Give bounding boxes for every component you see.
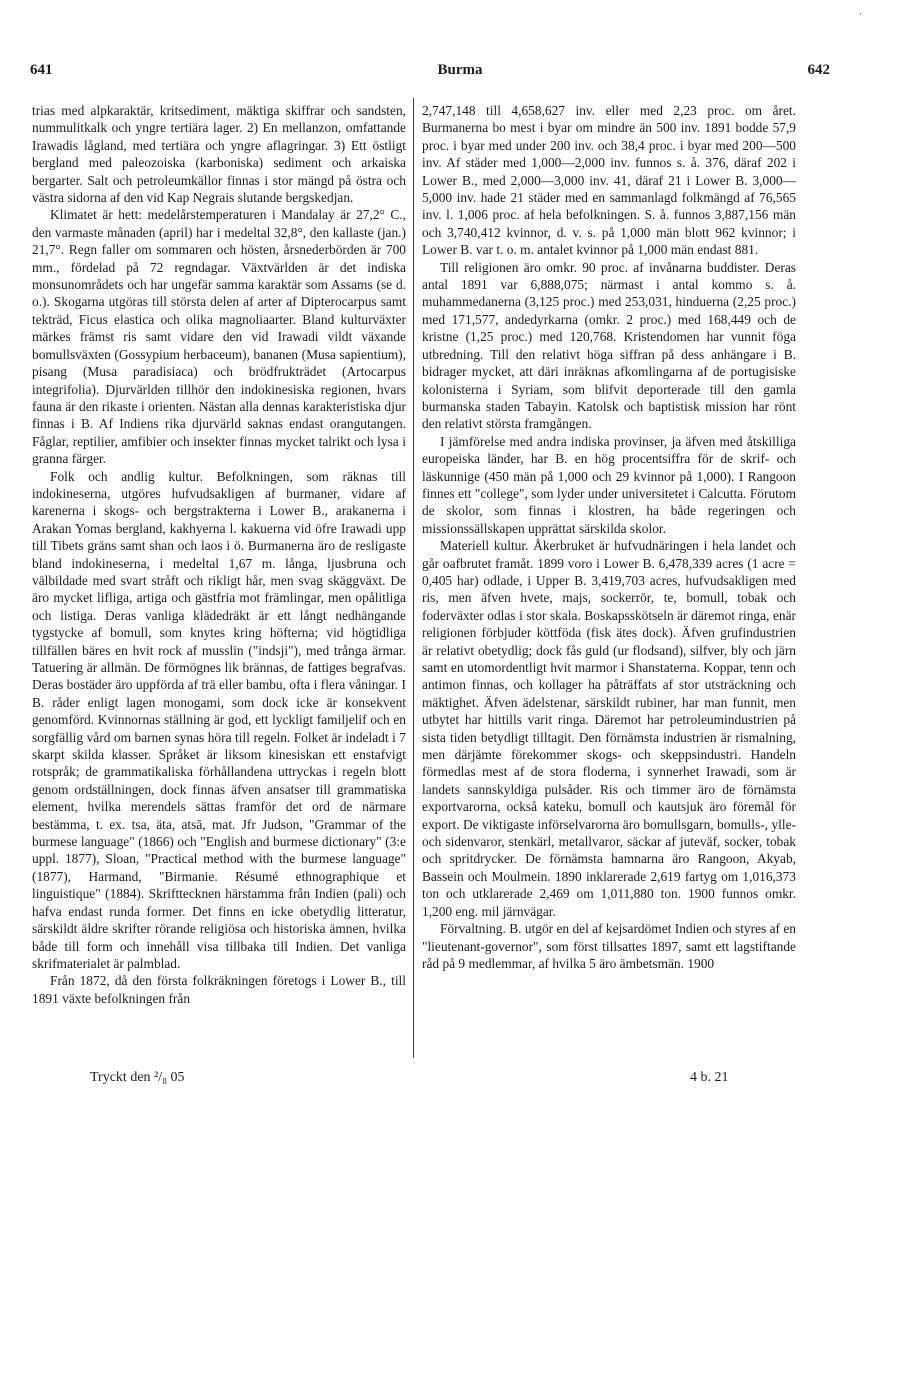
running-title: Burma [437, 62, 483, 78]
right-column [422, 102, 796, 972]
paragraph: Till religionen äro omkr. 90 proc. af invånarna buddister. Deras antal 1891 var 6,888,075; närmast i antal kommo s. å. muhammedanerna (3,125 proc.) med 253,031, hinduerna (2,25 proc.) med 171,577, andedyrkarna (omkr. 2 proc.) med 168,449 och de kristne (1,25 proc.) med 120,768. Kristendomen har vunnit föga utbredning. Till den relativt höga siffran på dess anhängare i B. bidrager mycket, att däri inräknas afkomlingarna af de portugisiske kolonisterna i Syriam, som blifvit deporterade till den gamla burmanska staden Tabayin. Katolsk och baptistisk mission har rönt den relativt största framgången. [422, 259, 796, 432]
printing-date: Tryckt den ²/₈ 05 [90, 1070, 185, 1085]
right-page-number: 642 [807, 62, 830, 78]
left-page-number: 641 [30, 62, 53, 78]
left-column [32, 102, 406, 1007]
paragraph: 2,747,148 till 4,658,627 inv. eller med 2,23 proc. om året. Burmanerna bo mest i byar om mindre än 500 inv. 1891 bodde 57,9 proc. i byar med under 200 inv. och 38,4 proc. i byar med 200—500 inv. Af städer med 1,000—2,000 inv. funnos s. å. 376, däraf 202 i Lower B., med 2,000—3,000 inv. 41, däraf 21 i Lower B. 3,000—5,000 inv. hade 21 städer med en sammanlagd folkmängd af 76,565 inv. l. 1,006 proc. af hela befolkningen. S. å. funnos 3,887,156 män och 3,740,412 kvinnor, d. v. s. på 1,000 män blott 962 kvinnor; i Lower B. var t. o. m. antalet kvinnor på 1,000 män endast 881. [422, 103, 796, 258]
paragraph: I jämförelse med andra indiska provinser, ja äfven med åtskilliga europeiska länder, har B. en hög procentsiffra för de skrif- och läskunnige (450 män på 1,000 och 29 kvinnor på 1,000). I Rangoon finnes ett "college", som lyder under universitetet i Calcutta. Förutom de skolor, som finnas i klostren, ha både regeringen och missionssällskapen upprättat särskilda skolor. [422, 433, 796, 536]
signature-mark: 4 b. 21 [690, 1070, 729, 1085]
paragraph: Förvaltning. B. utgör en del af kejsardömet Indien och styres af en "lieutenant-governor", som först tillsattes 1897, samt ett lagstiftande råd på 9 medlemmar, af hvilka 5 äro ämbetsmän. 1900 [422, 921, 796, 971]
paragraph: Materiell kultur. Åkerbruket är hufvudnäringen i hela landet och går oafbrutet framåt. 1899 voro i Lower B. 6,478,339 acres (1 acre = 0,405 har) odlade, i Upper B. 3,419,703 acres, hufvudsakligen med ris, men äfven hvete, majs, sockerrör, te, bomull, tobak och foderväxter odlas i stor skala. Boskapsskötseln är däremot ringa, enär religionen förbjuder köttföda (fisk ätes dock). Äfven grufindustrien är relativt obetydlig; dock fås guld (ur flodsand), silfver, bly och järn samt en utomordentligt hvit marmor i Shanstaterna. Koppar, tenn och antimon finnas, och kollager ha påträffats af stor utsträckning och mäktighet. Äfven ädelstenar, särskildt rubiner, har man funnit, men utbytet har hittills varit ringa. Däremot har petroleumindustrien på sista tiden betydligt tilltagit. Den förnämsta industrien är rismalning, men därjämte förekommer skogs- och skeppsindustri. Handeln förmedlas mest af de stora floderna, i synnerhet Irawadi, som är landets sannskyldiga pulsåder. Ris och timmer äro de förnämsta exportvarorna, också kateku, bomull och kautsjuk äro föremål för export. De viktigaste införselvarorna äro bomullsgarn, bomulls-, ylle- och sidenvaror, stenkärl, metallvaror, säckar af juteväf, socker, tobak och spritdrycker. De förnämsta hamnarna äro Rangoon, Akyab, Bassein och Moulmein. 1890 inklarerade 2,619 fartyg om 1,016,373 ton och utklarerade 2,469 om 1,011,880 ton. 1900 funnos omkr. 1,200 eng. mil järnvägar. [422, 538, 796, 919]
paragraph: trias med alpkaraktär, kritsediment, mäktiga skiffrar och sandsten, nummulitkalk och yngre tertiära lager. 2) En mellanzon, omfattande Irawadis lågland, med tertiära och yngre aflagringar. 3) Ett östligt bergland med paleozoiska (karboniska) sediment och arkaiska bergarter. Salt och petroleumkällor finnas i stor mängd på östra och västra sidorna af den vid Kap Negrais slutande bergskedjan. [32, 103, 406, 206]
paragraph: Från 1872, då den första folkräkningen företogs i Lower B., till 1891 växte befolkningen från [32, 973, 406, 1006]
corner-mark: · [858, 10, 862, 21]
paragraph: Folk och andlig kultur. Befolkningen, som räknas till indokineserna, utgöres hufvudsakligen af burmaner, vidare af karenerna i skogs- och bergstrakterna i Lower B., arakanerna i Arakan Yomas bergland, kakhyerna l. kakuerna vid öfre Irawadi upp till Tibets gräns samt shan och laos i ö. Burmanerna äro de resligaste bland indokineserna, i medeltal 1,67 m. långa, ljusbruna och välbildade med svart stråft och rikligt hår, men svag skäggväxt. De äro mycket lifliga, artiga och gästfria mot främlingar, men opålitliga och listiga. Deras vanliga klädedräkt är ett långt nedhängande tygstycke af bomull, som knytes kring höfterna; vid högtidliga tillfällen bäres en hvit rock af musslin ("indsji"), med trånga ärmar. Tatuering är allmän. De förmögnes lik brännas, de fattiges begrafvas. Deras bostäder äro uppförda af trä eller bambu, ofta i flera våningar. I B. råder enligt lagen monogami, som dock icke är konsekvent genomförd. Kvinnornas ställning är god, ett lyckligt familjelif och en sorgfällig vård om barnen synas höra till regeln. Folket är indeladt i 7 skarpt skilda klasser. Språket är liksom kinesiskan ett enstafvigt rotspråk; de grammatikaliska förhållandena uttryckas i regeln blott genom ordställningen, dock finnas äfven ansatser till grammatiska element, hvilka merendels sättas framför det ord de närmare bestämma, t. ex. tsa, äta, atsā, mat. Jfr Judson, "Grammar of the burmese language" (1866) och "English and burmese dictionary" (3:e uppl. 1877), Sloan, "Practical method with the burmese language" (1877), Harmand, "Birmanie. Résumé ethnographique et linguistique" (1884). Skrifttecknen härstamma från Indien (pali) och hafva endast runda former. Det finns en icke obetydlig litteratur, särskildt äldre skrifter rörande religiösa och historiska ämnen, hvilka både till form och innehåll visa tillbaka till Indien. Det vanliga skrifmaterialet är palmblad. [32, 468, 406, 971]
column-divider [413, 98, 414, 1058]
paragraph: Klimatet är hett: medelårstemperaturen i Mandalay är 27,2° C., den varmaste månaden (april) har i medeltal 32,8°, den kallaste (jan.) 21,7°. Regn faller om sommaren och hösten, årsnederbörden är 700 mm., fördelad på 72 regndagar. Växtvärlden är det indiska monsunområdets och har ungefär samma karaktär som Assams (se d. o.). Skogarna utgöras till största delen af arter af Dipterocarpus samt tekträd, Ficus elastica och olika magnoliaarter. Bland kulturväxter märkes främst ris samt vidare den vid Irawadi vildt växande bomullsväxten (Gossypium herbaceum), bananen (Musa sapientium), pisang (Musa paradisiaca) och brödfrukträdet (Artocarpus integrifolia). Djurvärlden tillhör den indokinesiska regionen, hvars fauna är den rikaste i orienten. Nästan alla dennas karakteristiska djur finnas i B. Af Indiens rika djurvärld saknas endast orangutangen. Fåglar, reptilier, amfibier och insekter finnas mycket talrikt och lysa i granna färger. [32, 207, 406, 467]
